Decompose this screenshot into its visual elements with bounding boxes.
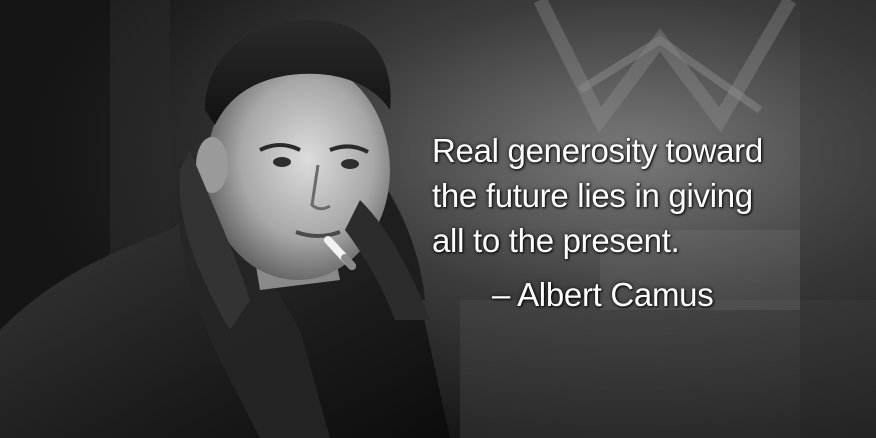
quote-text (432, 128, 852, 263)
quote-line: Real generosity toward (432, 132, 763, 169)
quote-line: the future lies in giving (432, 177, 753, 214)
quote-author: – Albert Camus (492, 276, 714, 313)
quote-line: all to the present. (432, 222, 680, 259)
